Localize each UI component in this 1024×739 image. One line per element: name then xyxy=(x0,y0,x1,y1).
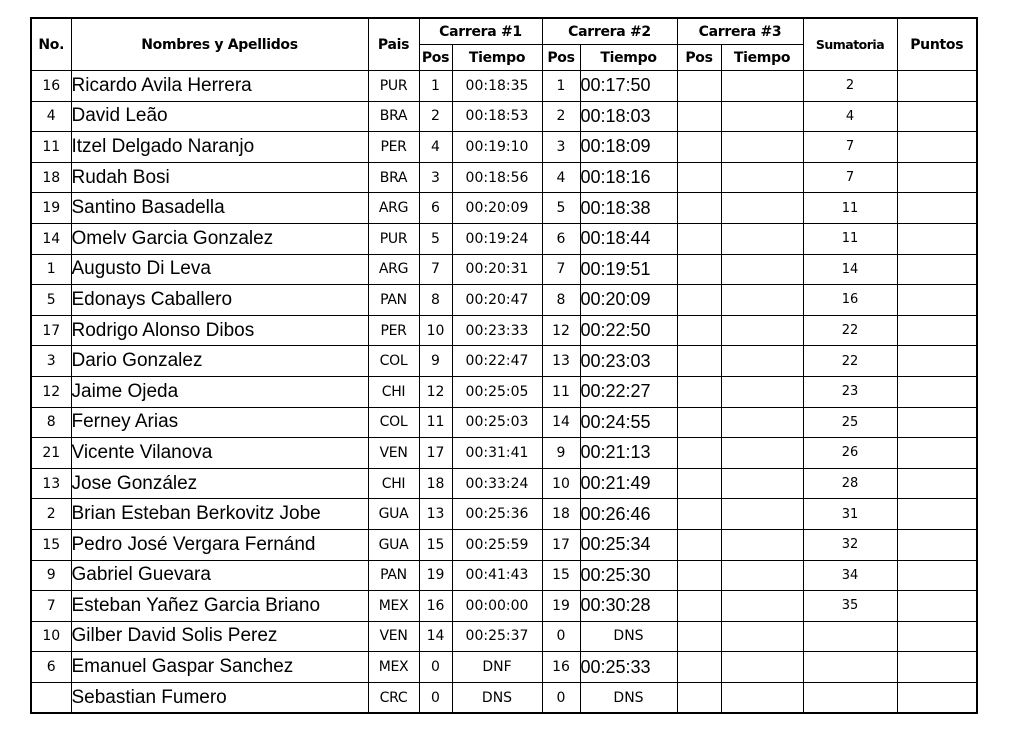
cell-race1-pos: 0 xyxy=(419,652,452,683)
cell-race1-pos: 8 xyxy=(419,285,452,316)
cell-no: 2 xyxy=(31,499,71,530)
cell-race2-time: 00:21:13 xyxy=(580,438,677,469)
cell-race2-pos: 13 xyxy=(542,346,580,377)
header-race3-pos: Pos xyxy=(677,45,721,71)
cell-race1-pos: 7 xyxy=(419,254,452,285)
cell-race2-time: 00:18:03 xyxy=(580,101,677,132)
cell-puntos xyxy=(897,71,977,102)
header-sumatoria: Sumatoria xyxy=(803,18,897,71)
cell-sumatoria: 7 xyxy=(803,132,897,163)
cell-race2-pos: 0 xyxy=(542,682,580,713)
cell-puntos xyxy=(897,101,977,132)
cell-race1-time: DNS xyxy=(452,682,542,713)
cell-race3-time xyxy=(721,193,803,224)
cell-pais: BRA xyxy=(368,101,419,132)
cell-no: 12 xyxy=(31,376,71,407)
cell-race2-time: 00:20:09 xyxy=(580,285,677,316)
cell-no: 3 xyxy=(31,346,71,377)
table-row xyxy=(31,529,977,560)
cell-race3-pos xyxy=(677,560,721,591)
cell-name: Rodrigo Alonso Dibos xyxy=(71,315,368,346)
cell-race1-time: 00:25:59 xyxy=(452,529,542,560)
cell-sumatoria: 4 xyxy=(803,101,897,132)
cell-pais: PUR xyxy=(368,71,419,102)
cell-no: 14 xyxy=(31,223,71,254)
cell-race1-time: 00:31:41 xyxy=(452,438,542,469)
cell-race3-time xyxy=(721,438,803,469)
cell-puntos xyxy=(897,132,977,163)
cell-race1-pos: 11 xyxy=(419,407,452,438)
cell-race1-pos: 2 xyxy=(419,101,452,132)
cell-race3-time xyxy=(721,560,803,591)
cell-no: 15 xyxy=(31,529,71,560)
cell-race1-time: 00:25:36 xyxy=(452,499,542,530)
table-row xyxy=(31,254,977,285)
cell-race1-time: 00:20:47 xyxy=(452,285,542,316)
header-pais: Pais xyxy=(368,18,419,71)
cell-race3-time xyxy=(721,376,803,407)
cell-race3-pos xyxy=(677,376,721,407)
cell-race2-time: 00:22:27 xyxy=(580,376,677,407)
cell-sumatoria: 2 xyxy=(803,71,897,102)
cell-race3-pos xyxy=(677,132,721,163)
cell-race3-time xyxy=(721,315,803,346)
cell-race3-time xyxy=(721,682,803,713)
table-row xyxy=(31,132,977,163)
cell-race3-pos xyxy=(677,193,721,224)
cell-pais: COL xyxy=(368,407,419,438)
cell-race2-pos: 2 xyxy=(542,101,580,132)
cell-race1-time: 00:33:24 xyxy=(452,468,542,499)
cell-pais: CRC xyxy=(368,682,419,713)
cell-no: 6 xyxy=(31,652,71,683)
cell-name: Gilber David Solis Perez xyxy=(71,621,368,652)
header-name: Nombres y Apellidos xyxy=(71,18,368,71)
cell-race2-time: 00:17:50 xyxy=(580,71,677,102)
cell-race2-pos: 3 xyxy=(542,132,580,163)
table-row xyxy=(31,652,977,683)
cell-race3-pos xyxy=(677,285,721,316)
cell-race2-time: 00:21:49 xyxy=(580,468,677,499)
cell-race2-pos: 19 xyxy=(542,591,580,622)
header-race2-pos: Pos xyxy=(542,45,580,71)
cell-race3-pos xyxy=(677,438,721,469)
cell-race1-pos: 10 xyxy=(419,315,452,346)
cell-race1-time: 00:00:00 xyxy=(452,591,542,622)
cell-race3-time xyxy=(721,101,803,132)
cell-race1-time: DNF xyxy=(452,652,542,683)
cell-race2-pos: 6 xyxy=(542,223,580,254)
cell-name: Emanuel Gaspar Sanchez xyxy=(71,652,368,683)
cell-race3-pos xyxy=(677,529,721,560)
cell-race2-pos: 18 xyxy=(542,499,580,530)
cell-puntos xyxy=(897,468,977,499)
cell-race2-time: 00:23:03 xyxy=(580,346,677,377)
table-row xyxy=(31,101,977,132)
cell-pais: PAN xyxy=(368,285,419,316)
cell-pais: GUA xyxy=(368,499,419,530)
cell-race2-pos: 11 xyxy=(542,376,580,407)
header-race2-tiempo: Tiempo xyxy=(580,45,677,71)
table-row xyxy=(31,407,977,438)
cell-pais: CHI xyxy=(368,468,419,499)
cell-race1-time: 00:19:10 xyxy=(452,132,542,163)
cell-name: Pedro José Vergara Fernánd xyxy=(71,529,368,560)
cell-race2-pos: 5 xyxy=(542,193,580,224)
cell-race2-time: 00:18:38 xyxy=(580,193,677,224)
cell-race1-pos: 14 xyxy=(419,621,452,652)
cell-name: Santino Basadella xyxy=(71,193,368,224)
cell-name: Omelv Garcia Gonzalez xyxy=(71,223,368,254)
cell-race3-pos xyxy=(677,101,721,132)
cell-puntos xyxy=(897,499,977,530)
cell-sumatoria xyxy=(803,652,897,683)
cell-race1-time: 00:19:24 xyxy=(452,223,542,254)
cell-race1-time: 00:20:31 xyxy=(452,254,542,285)
cell-name: Rudah Bosi xyxy=(71,162,368,193)
cell-puntos xyxy=(897,254,977,285)
cell-pais: MEX xyxy=(368,591,419,622)
header-puntos: Puntos xyxy=(897,18,977,71)
cell-race2-time: 00:22:50 xyxy=(580,315,677,346)
cell-pais: MEX xyxy=(368,652,419,683)
cell-race1-pos: 6 xyxy=(419,193,452,224)
cell-race1-time: 00:22:47 xyxy=(452,346,542,377)
cell-race1-pos: 15 xyxy=(419,529,452,560)
cell-race1-pos: 1 xyxy=(419,71,452,102)
cell-puntos xyxy=(897,193,977,224)
cell-race3-time xyxy=(721,621,803,652)
cell-puntos xyxy=(897,652,977,683)
cell-race3-pos xyxy=(677,407,721,438)
table-row xyxy=(31,315,977,346)
cell-race3-time xyxy=(721,223,803,254)
cell-puntos xyxy=(897,315,977,346)
cell-race2-time: 00:18:16 xyxy=(580,162,677,193)
cell-race3-time xyxy=(721,254,803,285)
cell-puntos xyxy=(897,682,977,713)
cell-race3-time xyxy=(721,285,803,316)
cell-pais: PAN xyxy=(368,560,419,591)
cell-no: 7 xyxy=(31,591,71,622)
table-row xyxy=(31,223,977,254)
header-no: No. xyxy=(31,18,71,71)
header-race2: Carrera #2 xyxy=(542,18,677,45)
table-row xyxy=(31,621,977,652)
cell-pais: BRA xyxy=(368,162,419,193)
cell-name: Ferney Arias xyxy=(71,407,368,438)
cell-pais: CHI xyxy=(368,376,419,407)
cell-sumatoria: 23 xyxy=(803,376,897,407)
cell-race1-time: 00:23:33 xyxy=(452,315,542,346)
cell-race2-pos: 8 xyxy=(542,285,580,316)
table-row xyxy=(31,71,977,102)
cell-race1-pos: 3 xyxy=(419,162,452,193)
cell-name: Brian Esteban Berkovitz Jobe xyxy=(71,499,368,530)
cell-sumatoria: 32 xyxy=(803,529,897,560)
header-race1-tiempo: Tiempo xyxy=(452,45,542,71)
cell-name: Sebastian Fumero xyxy=(71,682,368,713)
cell-no: 13 xyxy=(31,468,71,499)
cell-race1-time: 00:20:09 xyxy=(452,193,542,224)
cell-race3-pos xyxy=(677,591,721,622)
cell-race2-pos: 4 xyxy=(542,162,580,193)
cell-race3-pos xyxy=(677,652,721,683)
cell-race3-pos xyxy=(677,254,721,285)
cell-sumatoria: 34 xyxy=(803,560,897,591)
cell-race1-time: 00:25:05 xyxy=(452,376,542,407)
cell-race1-time: 00:18:56 xyxy=(452,162,542,193)
cell-no: 10 xyxy=(31,621,71,652)
cell-name: Gabriel Guevara xyxy=(71,560,368,591)
cell-race2-time: 00:30:28 xyxy=(580,591,677,622)
header-race1: Carrera #1 xyxy=(419,18,542,45)
table-row xyxy=(31,560,977,591)
cell-no: 5 xyxy=(31,285,71,316)
cell-race3-pos xyxy=(677,468,721,499)
cell-sumatoria: 11 xyxy=(803,193,897,224)
cell-race1-time: 00:18:53 xyxy=(452,101,542,132)
cell-name: Augusto Di Leva xyxy=(71,254,368,285)
cell-race2-pos: 15 xyxy=(542,560,580,591)
cell-pais: ARG xyxy=(368,193,419,224)
cell-race3-time xyxy=(721,652,803,683)
cell-race2-time: 00:25:33 xyxy=(580,652,677,683)
cell-race2-pos: 10 xyxy=(542,468,580,499)
cell-race3-time xyxy=(721,162,803,193)
cell-race2-time: DNS xyxy=(580,682,677,713)
cell-race1-pos: 16 xyxy=(419,591,452,622)
cell-puntos xyxy=(897,560,977,591)
cell-race1-time: 00:25:03 xyxy=(452,407,542,438)
cell-race2-pos: 14 xyxy=(542,407,580,438)
cell-sumatoria: 22 xyxy=(803,346,897,377)
cell-sumatoria: 25 xyxy=(803,407,897,438)
cell-name: Edonays Caballero xyxy=(71,285,368,316)
cell-pais: VEN xyxy=(368,438,419,469)
cell-sumatoria: 22 xyxy=(803,315,897,346)
cell-race2-pos: 0 xyxy=(542,621,580,652)
header-race1-pos: Pos xyxy=(419,45,452,71)
cell-sumatoria: 28 xyxy=(803,468,897,499)
cell-race3-time xyxy=(721,71,803,102)
cell-name: Ricardo Avila Herrera xyxy=(71,71,368,102)
cell-race1-pos: 19 xyxy=(419,560,452,591)
table-row xyxy=(31,376,977,407)
cell-name: Dario Gonzalez xyxy=(71,346,368,377)
cell-pais: ARG xyxy=(368,254,419,285)
cell-race3-time xyxy=(721,529,803,560)
cell-name: Esteban Yañez Garcia Briano xyxy=(71,591,368,622)
cell-sumatoria xyxy=(803,621,897,652)
table-row xyxy=(31,499,977,530)
cell-race2-pos: 1 xyxy=(542,71,580,102)
cell-race3-time xyxy=(721,132,803,163)
cell-pais: PUR xyxy=(368,223,419,254)
cell-race3-pos xyxy=(677,162,721,193)
results-body xyxy=(31,71,977,714)
cell-race3-pos xyxy=(677,499,721,530)
cell-no: 11 xyxy=(31,132,71,163)
cell-race1-pos: 4 xyxy=(419,132,452,163)
cell-name: Itzel Delgado Naranjo xyxy=(71,132,368,163)
cell-puntos xyxy=(897,162,977,193)
cell-puntos xyxy=(897,591,977,622)
table-row xyxy=(31,285,977,316)
cell-race2-pos: 7 xyxy=(542,254,580,285)
cell-race3-pos xyxy=(677,346,721,377)
cell-race3-pos xyxy=(677,621,721,652)
cell-race2-time: 00:19:51 xyxy=(580,254,677,285)
table-row xyxy=(31,682,977,713)
header-race3-tiempo: Tiempo xyxy=(721,45,803,71)
cell-race2-pos: 16 xyxy=(542,652,580,683)
cell-puntos xyxy=(897,621,977,652)
cell-sumatoria: 26 xyxy=(803,438,897,469)
cell-no: 16 xyxy=(31,71,71,102)
cell-sumatoria: 35 xyxy=(803,591,897,622)
cell-race2-time: 00:26:46 xyxy=(580,499,677,530)
cell-puntos xyxy=(897,407,977,438)
cell-race3-time xyxy=(721,407,803,438)
cell-sumatoria: 16 xyxy=(803,285,897,316)
cell-pais: COL xyxy=(368,346,419,377)
cell-race1-pos: 12 xyxy=(419,376,452,407)
table-row xyxy=(31,162,977,193)
cell-race1-pos: 9 xyxy=(419,346,452,377)
cell-race3-time xyxy=(721,499,803,530)
cell-name: Jaime Ojeda xyxy=(71,376,368,407)
table-row xyxy=(31,468,977,499)
cell-puntos xyxy=(897,223,977,254)
cell-sumatoria: 11 xyxy=(803,223,897,254)
cell-race2-pos: 17 xyxy=(542,529,580,560)
cell-pais: PER xyxy=(368,315,419,346)
cell-race3-pos xyxy=(677,223,721,254)
cell-puntos xyxy=(897,285,977,316)
table-row xyxy=(31,591,977,622)
table-row xyxy=(31,438,977,469)
cell-no: 8 xyxy=(31,407,71,438)
cell-race1-time: 00:25:37 xyxy=(452,621,542,652)
cell-race1-pos: 17 xyxy=(419,438,452,469)
header-race3: Carrera #3 xyxy=(677,18,803,45)
cell-race1-pos: 18 xyxy=(419,468,452,499)
cell-race1-pos: 13 xyxy=(419,499,452,530)
cell-puntos xyxy=(897,438,977,469)
cell-race2-time: 00:18:44 xyxy=(580,223,677,254)
cell-sumatoria xyxy=(803,682,897,713)
cell-no: 18 xyxy=(31,162,71,193)
cell-race3-pos xyxy=(677,71,721,102)
cell-no: 9 xyxy=(31,560,71,591)
cell-name: Jose González xyxy=(71,468,368,499)
cell-race2-time: 00:24:55 xyxy=(580,407,677,438)
cell-race2-time: 00:25:34 xyxy=(580,529,677,560)
cell-pais: PER xyxy=(368,132,419,163)
cell-pais: VEN xyxy=(368,621,419,652)
cell-puntos xyxy=(897,346,977,377)
cell-sumatoria: 31 xyxy=(803,499,897,530)
table-row xyxy=(31,193,977,224)
table-row xyxy=(31,346,977,377)
cell-puntos xyxy=(897,529,977,560)
cell-race1-time: 00:41:43 xyxy=(452,560,542,591)
cell-no: 19 xyxy=(31,193,71,224)
cell-name: David Leão xyxy=(71,101,368,132)
cell-race3-time xyxy=(721,591,803,622)
cell-race3-pos xyxy=(677,682,721,713)
cell-puntos xyxy=(897,376,977,407)
cell-race2-time: 00:25:30 xyxy=(580,560,677,591)
cell-no: 4 xyxy=(31,101,71,132)
results-table xyxy=(30,17,978,714)
cell-no: 1 xyxy=(31,254,71,285)
cell-no xyxy=(31,682,71,713)
cell-no: 21 xyxy=(31,438,71,469)
cell-race3-time xyxy=(721,468,803,499)
cell-race2-time: 00:18:09 xyxy=(580,132,677,163)
cell-race2-pos: 12 xyxy=(542,315,580,346)
cell-race2-pos: 9 xyxy=(542,438,580,469)
cell-race3-pos xyxy=(677,315,721,346)
cell-race2-time: DNS xyxy=(580,621,677,652)
cell-pais: GUA xyxy=(368,529,419,560)
cell-race3-time xyxy=(721,346,803,377)
cell-name: Vicente Vilanova xyxy=(71,438,368,469)
cell-no: 17 xyxy=(31,315,71,346)
cell-sumatoria: 14 xyxy=(803,254,897,285)
cell-race1-pos: 5 xyxy=(419,223,452,254)
cell-sumatoria: 7 xyxy=(803,162,897,193)
cell-race1-time: 00:18:35 xyxy=(452,71,542,102)
cell-race1-pos: 0 xyxy=(419,682,452,713)
